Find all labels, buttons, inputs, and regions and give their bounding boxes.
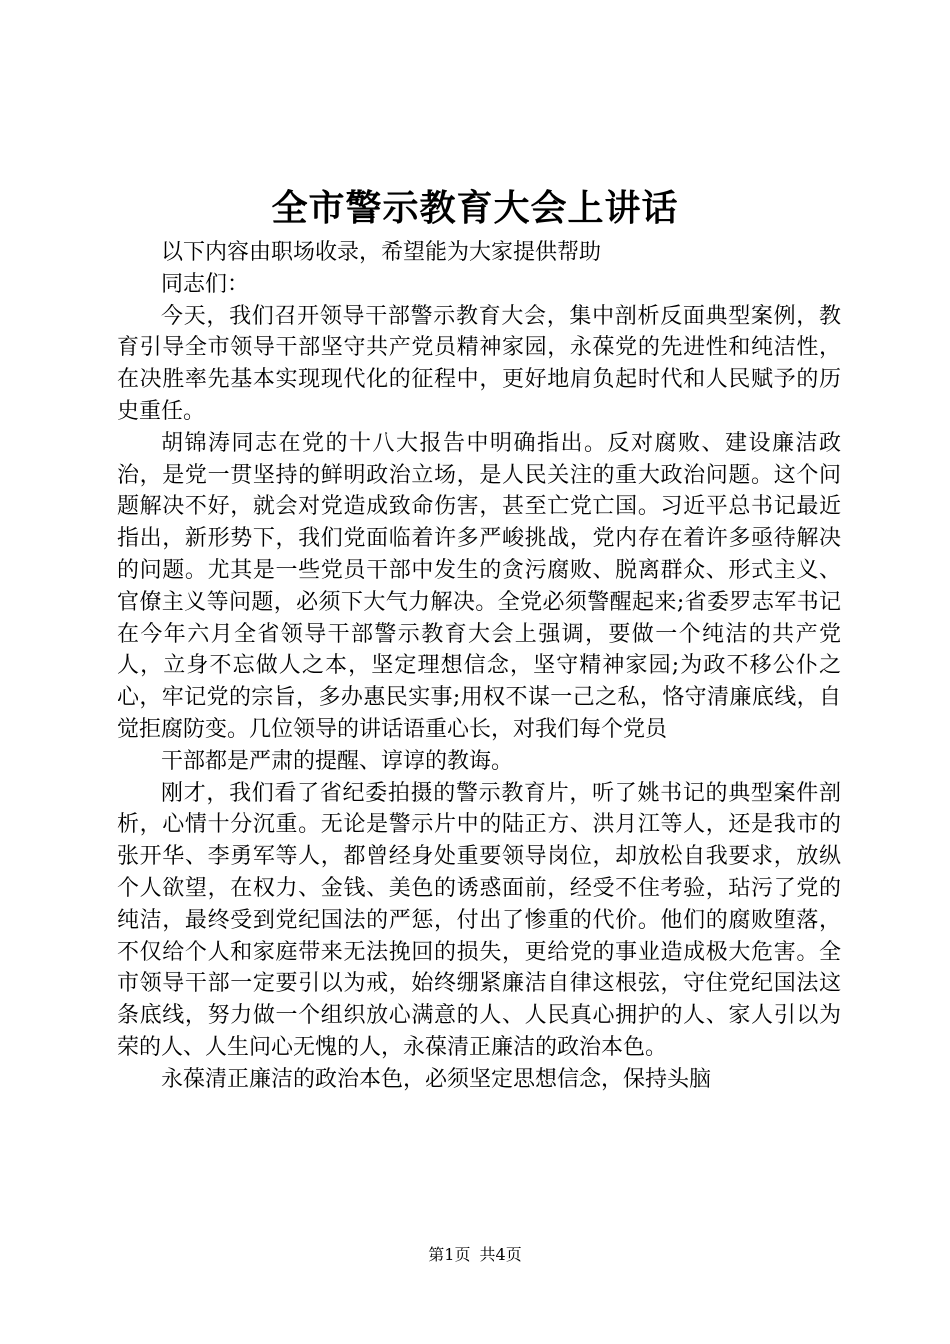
- page-total: 共4页: [479, 1245, 522, 1264]
- salutation: 同志们：: [161, 271, 250, 297]
- paragraph: 刚才，我们看了省纪委拍摄的警示教育片，听了姚书记的典型案件剖析，心情十分沉重。无论是警示片中的陆正方、洪月江等人，还是我市的张开华、李勇军等人，都曾经身处重要领导岗位，却放松自我要求，放纵个人欲望，在权力、金钱、美色的诱惑面前，经受不住考验，玷污了党的纯洁，最终受到党纪国法的严惩，付出了惨重的代价。他们的腐败堕落，不仅给个人和家庭带来无法挽回的损失，更给党的事业造成极大危害。全市领导干部一定要引以为戒，始终绷紧廉洁自律这根弦，守住党纪国法这条底线，努力做一个组织放心满意的人、人民真心拥护的人、家人引以为荣的人、人生问心无愧的人，永葆清正廉洁的政治本色。: [117, 780, 841, 1060]
- page-number: 第1页: [428, 1245, 471, 1264]
- document-title: 全市警示教育大会上讲话: [271, 187, 679, 229]
- paragraph: 胡锦涛同志在党的十八大报告中明确指出。反对腐败、建设廉洁政治，是党一贯坚持的鲜明政治立场，是人民关注的重大政治问题。这个问题解决不好，就会对党造成致命伤害，甚至亡党亡国。习近平总书记最近指出，新形势下，我们党面临着许多严峻挑战，党内存在着许多亟待解决的问题。尤其是一些党员干部中发生的贪污腐败、脱离群众、形式主义、官僚主义等问题，必须下大气力解决。全党必须警醒起来;省委罗志军书记在今年六月全省领导干部警示教育大会上强调，要做一个纯洁的共产党人，立身不忘做人之本，坚定理想信念，坚守精神家园;为政不移公仆之心，牢记党的宗旨，多办惠民实事;用权不谋一己之私，恪守清廉底线，自觉拒腐防变。几位领导的讲话语重心长，对我们每个党员: [117, 430, 841, 742]
- paragraph: 今天，我们召开领导干部警示教育大会，集中剖析反面典型案例，教育引导全市领导干部坚守共产党员精神家园，永葆党的先进性和纯洁性，在决胜率先基本实现现代化的征程中，更好地肩负起时代和人民赋予的历史重任。: [117, 303, 841, 424]
- page-footer: [0, 1244, 950, 1266]
- document-body: [117, 237, 841, 1096]
- paragraph: 干部都是严肃的提醒、谆谆的教诲。: [161, 748, 514, 774]
- paragraph: 永葆清正廉洁的政治本色，必须坚定思想信念，保持头脑: [161, 1066, 712, 1092]
- intro-note: 以下内容由职场收录，希望能为大家提供帮助: [161, 240, 602, 265]
